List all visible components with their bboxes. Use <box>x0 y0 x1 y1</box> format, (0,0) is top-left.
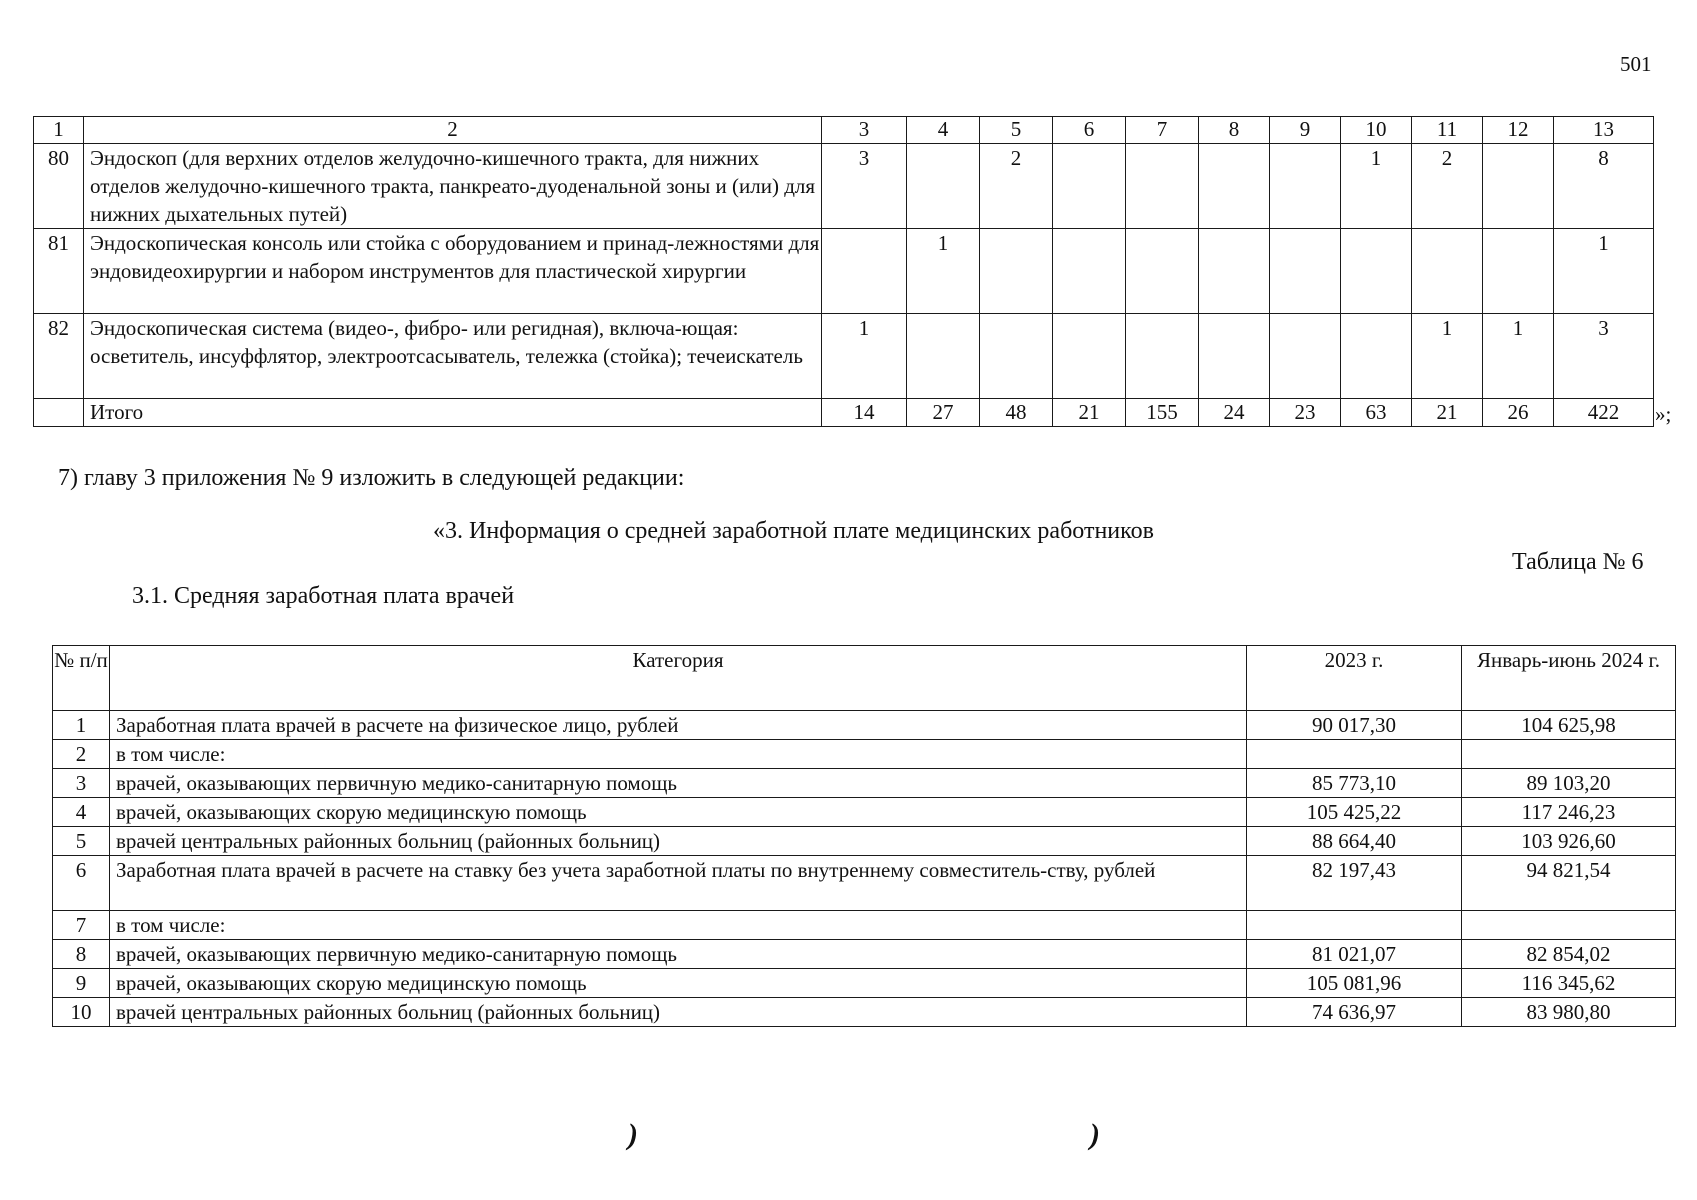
value-2024: 89 103,20 <box>1462 769 1676 798</box>
header-cell: 7 <box>1126 117 1199 144</box>
header-cell: 10 <box>1341 117 1412 144</box>
cell: 1 <box>907 229 980 314</box>
footer-mark: ) <box>628 1118 638 1151</box>
row-category: врачей, оказывающих скорую медицинскую помощь <box>110 969 1247 998</box>
cell <box>1126 144 1199 229</box>
header-2023: 2023 г. <box>1247 646 1462 711</box>
cell <box>1126 314 1199 399</box>
cell: 1 <box>822 314 907 399</box>
total-row <box>34 399 1654 427</box>
table-row <box>53 740 1676 769</box>
total-cell: 26 <box>1483 399 1554 427</box>
table-row <box>53 998 1676 1027</box>
total-cell: 63 <box>1341 399 1412 427</box>
value-2024 <box>1462 911 1676 940</box>
table-row <box>53 856 1676 911</box>
total-cell: 21 <box>1053 399 1126 427</box>
value-2024: 103 926,60 <box>1462 827 1676 856</box>
row-number: 82 <box>34 314 84 399</box>
empty-cell <box>34 399 84 427</box>
cell <box>822 229 907 314</box>
row-number: 10 <box>53 998 110 1027</box>
equipment-name: Эндоскопическая консоль или стойка с оборудованием и принад-лежностями для эндовидеохирургии и набором инструментов для пластической хирургии <box>84 229 822 314</box>
table-row <box>53 911 1676 940</box>
cell <box>1053 144 1126 229</box>
cell <box>1053 229 1126 314</box>
row-category: Заработная плата врачей в расчете на физическое лицо, рублей <box>110 711 1247 740</box>
row-category: в том числе: <box>110 911 1247 940</box>
total-cell: 155 <box>1126 399 1199 427</box>
header-cell: 13 <box>1554 117 1654 144</box>
closing-quote: »; <box>1655 402 1672 426</box>
cell <box>1412 229 1483 314</box>
table-row <box>34 314 1654 399</box>
cell <box>1341 229 1412 314</box>
cell: 2 <box>1412 144 1483 229</box>
value-2024 <box>1462 740 1676 769</box>
header-cell: 12 <box>1483 117 1554 144</box>
cell: 3 <box>822 144 907 229</box>
page-number: 501 <box>1620 52 1652 76</box>
header-cell: 3 <box>822 117 907 144</box>
header-cell: 6 <box>1053 117 1126 144</box>
cell <box>1270 144 1341 229</box>
total-label: Итого <box>84 399 822 427</box>
value-2024: 104 625,98 <box>1462 711 1676 740</box>
header-cell: 11 <box>1412 117 1483 144</box>
row-category: врачей, оказывающих скорую медицинскую помощь <box>110 798 1247 827</box>
row-number: 6 <box>53 856 110 911</box>
cell <box>980 314 1053 399</box>
table-row <box>53 940 1676 969</box>
cell: 1 <box>1483 314 1554 399</box>
cell <box>980 229 1053 314</box>
header-2024: Январь-июнь 2024 г. <box>1462 646 1676 711</box>
row-number: 8 <box>53 940 110 969</box>
cell: 8 <box>1554 144 1654 229</box>
cell <box>1053 314 1126 399</box>
equipment-name: Эндоскопическая система (видео-, фибро- или регидная), включа-ющая: осветитель, инсуффлятор, электроотсасыватель, тележка (стойка); течеискатель <box>84 314 822 399</box>
value-2023: 82 197,43 <box>1247 856 1462 911</box>
header-cell: 5 <box>980 117 1053 144</box>
equipment-table <box>33 116 1654 427</box>
row-number: 80 <box>34 144 84 229</box>
row-number: 2 <box>53 740 110 769</box>
value-2023: 81 021,07 <box>1247 940 1462 969</box>
header-category: Категория <box>110 646 1247 711</box>
cell <box>1199 314 1270 399</box>
footer-mark: ) <box>1090 1118 1100 1151</box>
cell: 1 <box>1412 314 1483 399</box>
total-cell: 422 <box>1554 399 1654 427</box>
cell: 3 <box>1554 314 1654 399</box>
subsection-title: 3.1. Средняя заработная плата врачей <box>132 583 515 609</box>
value-2023: 90 017,30 <box>1247 711 1462 740</box>
salary-table <box>52 645 1676 1027</box>
paragraph-7: 7) главу 3 приложения № 9 изложить в следующей редакции: <box>58 465 685 491</box>
cell <box>1270 314 1341 399</box>
header-cell: 8 <box>1199 117 1270 144</box>
cell <box>1270 229 1341 314</box>
row-number: 81 <box>34 229 84 314</box>
table-row <box>53 969 1676 998</box>
cell <box>907 144 980 229</box>
section-title: «3. Информация о средней заработной плате медицинских работников <box>433 518 1154 544</box>
table-row <box>53 769 1676 798</box>
value-2023 <box>1247 740 1462 769</box>
value-2024: 117 246,23 <box>1462 798 1676 827</box>
header-cell: 2 <box>84 117 822 144</box>
header-cell: 1 <box>34 117 84 144</box>
value-2024: 116 345,62 <box>1462 969 1676 998</box>
value-2024: 82 854,02 <box>1462 940 1676 969</box>
row-category: врачей, оказывающих первичную медико-санитарную помощь <box>110 940 1247 969</box>
cell <box>1199 144 1270 229</box>
value-2023: 85 773,10 <box>1247 769 1462 798</box>
value-2023: 105 081,96 <box>1247 969 1462 998</box>
row-number: 1 <box>53 711 110 740</box>
value-2024: 94 821,54 <box>1462 856 1676 911</box>
table-row <box>34 229 1654 314</box>
cell <box>1126 229 1199 314</box>
row-category: в том числе: <box>110 740 1247 769</box>
header-cell: 9 <box>1270 117 1341 144</box>
row-category: врачей, оказывающих первичную медико-санитарную помощь <box>110 769 1247 798</box>
row-number: 9 <box>53 969 110 998</box>
cell <box>1341 314 1412 399</box>
value-2023 <box>1247 911 1462 940</box>
value-2024: 83 980,80 <box>1462 998 1676 1027</box>
table-header-row <box>53 646 1676 711</box>
table-number: Таблица № 6 <box>1512 549 1644 575</box>
row-category: врачей центральных районных больниц (районных больниц) <box>110 827 1247 856</box>
table-row <box>34 144 1654 229</box>
header-cell: 4 <box>907 117 980 144</box>
total-cell: 14 <box>822 399 907 427</box>
cell <box>907 314 980 399</box>
total-cell: 21 <box>1412 399 1483 427</box>
cell <box>1483 144 1554 229</box>
cell: 2 <box>980 144 1053 229</box>
total-cell: 24 <box>1199 399 1270 427</box>
row-number: 3 <box>53 769 110 798</box>
cell: 1 <box>1554 229 1654 314</box>
total-cell: 27 <box>907 399 980 427</box>
equipment-name: Эндоскоп (для верхних отделов желудочно-кишечного тракта, для нижних отделов желудочно-кишечного тракта, панкреато-дуоденальной зоны и (или) для нижних дыхательных путей) <box>84 144 822 229</box>
table-row <box>53 827 1676 856</box>
row-number: 7 <box>53 911 110 940</box>
row-number: 4 <box>53 798 110 827</box>
value-2023: 74 636,97 <box>1247 998 1462 1027</box>
cell: 1 <box>1341 144 1412 229</box>
table-header-row <box>34 117 1654 144</box>
row-number: 5 <box>53 827 110 856</box>
total-cell: 23 <box>1270 399 1341 427</box>
total-cell: 48 <box>980 399 1053 427</box>
table-row <box>53 711 1676 740</box>
row-category: врачей центральных районных больниц (районных больниц) <box>110 998 1247 1027</box>
value-2023: 105 425,22 <box>1247 798 1462 827</box>
cell <box>1199 229 1270 314</box>
table-row <box>53 798 1676 827</box>
value-2023: 88 664,40 <box>1247 827 1462 856</box>
header-number: № п/п <box>53 646 110 711</box>
cell <box>1483 229 1554 314</box>
row-category: Заработная плата врачей в расчете на ставку без учета заработной платы по внутреннему совместитель-ству, рублей <box>110 856 1247 911</box>
